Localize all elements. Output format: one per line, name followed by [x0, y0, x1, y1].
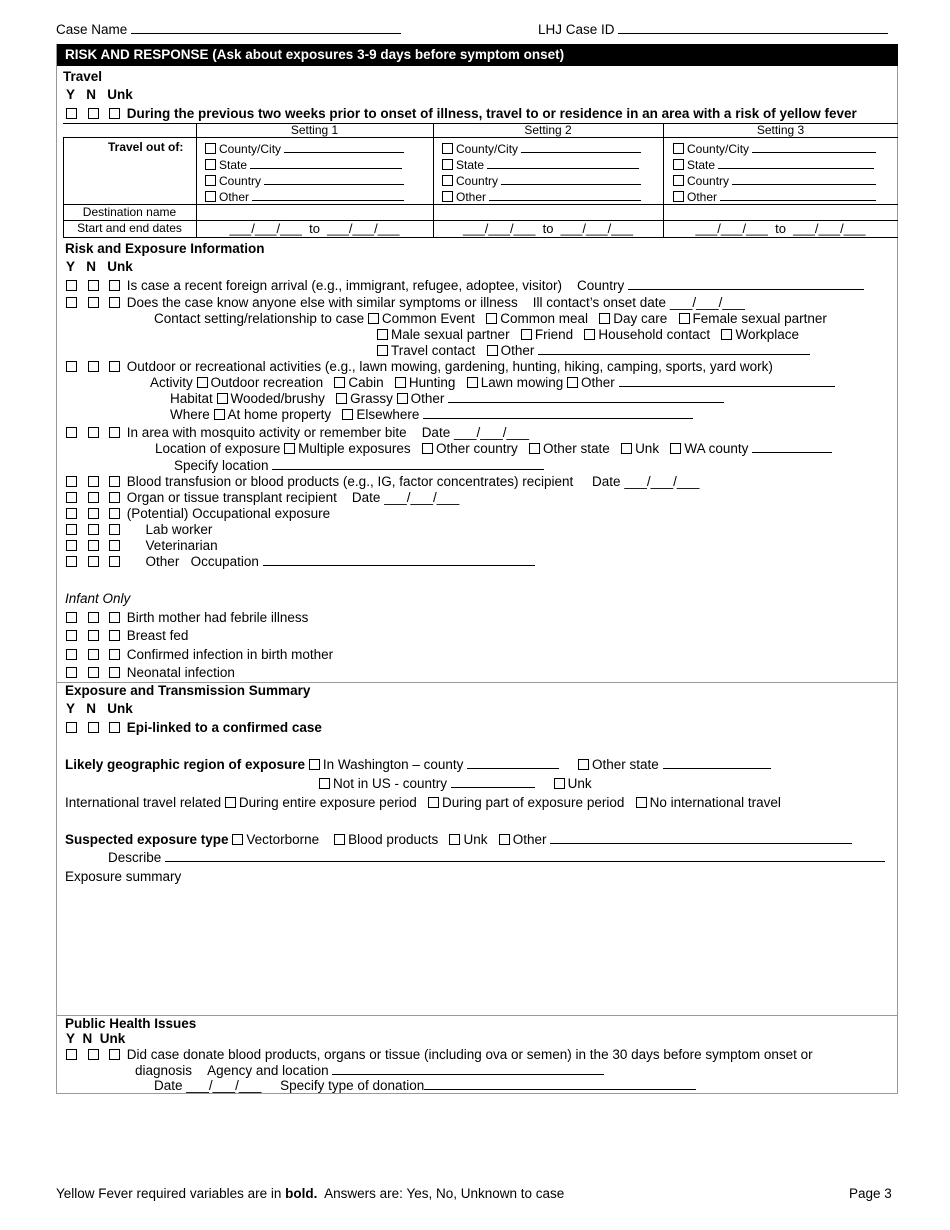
outdoor-n-checkbox[interactable]: [88, 361, 99, 372]
travel-out-label: Travel out of:: [108, 140, 184, 154]
habitat-other-input[interactable]: [448, 391, 724, 403]
location-wa-county-input[interactable]: [752, 441, 832, 453]
lhj-case-id-label: LHJ Case ID: [538, 22, 615, 37]
contact-male-partner-checkbox[interactable]: [377, 329, 388, 340]
setting-1-dates[interactable]: ___/___/___ to ___/___/___: [229, 221, 400, 236]
location-other-state-checkbox[interactable]: [529, 443, 540, 454]
s2-county-checkbox[interactable]: [442, 143, 453, 154]
setting-1-header: Setting 1: [290, 123, 339, 137]
s3-other-checkbox[interactable]: [673, 191, 684, 202]
know-unk-checkbox[interactable]: [109, 297, 120, 308]
s2-state-input[interactable]: [487, 157, 639, 169]
describe-row: Describe: [108, 850, 885, 866]
foreign-arrival-row: Is case a recent foreign arrival (e.g., immigrant, refugee, adoptee, visitor) Country: [66, 278, 864, 294]
epi-n-checkbox[interactable]: [88, 722, 99, 733]
foreign-country-input[interactable]: [628, 278, 864, 290]
know-n-checkbox[interactable]: [88, 297, 99, 308]
type-other-input[interactable]: [550, 832, 852, 844]
travel-y-checkbox[interactable]: [66, 108, 77, 119]
lab-unk-checkbox[interactable]: [109, 524, 120, 535]
ynu-header-summary: Y N Unk: [66, 701, 133, 716]
table-line: [63, 137, 898, 138]
occupation-input[interactable]: [263, 554, 535, 566]
s1-state-input[interactable]: [250, 157, 402, 169]
contact-workplace-checkbox[interactable]: [721, 329, 732, 340]
intl-travel-row: International travel related During entire exposure period During part of exposure period No international travel: [65, 795, 781, 810]
infant-row: Breast fed: [66, 628, 188, 644]
foreign-unk-checkbox[interactable]: [109, 280, 120, 291]
case-name-row: [56, 22, 401, 38]
inf4-unk-checkbox[interactable]: [109, 667, 120, 678]
habitat-grassy-checkbox[interactable]: [336, 393, 347, 404]
outdoor-unk-checkbox[interactable]: [109, 361, 120, 372]
geo-region-row: Likely geographic region of exposure In Washington – county Other state: [65, 757, 771, 773]
contact-day-care-checkbox[interactable]: [599, 313, 610, 324]
habitat-wooded-checkbox[interactable]: [217, 393, 228, 404]
case-name-input[interactable]: [131, 22, 401, 34]
inf2-unk-checkbox[interactable]: [109, 630, 120, 641]
know-anyone-row: Does the case know anyone else with similar symptoms or illness Ill contact’s onset date ___/___/___: [66, 295, 745, 311]
inf3-n-checkbox[interactable]: [88, 649, 99, 660]
inf4-y-checkbox[interactable]: [66, 667, 77, 678]
other-occupation-row: Other Occupation: [66, 554, 535, 570]
geo-not-us-checkbox[interactable]: [319, 778, 330, 789]
where-elsewhere-input[interactable]: [423, 407, 693, 419]
infant-row: Confirmed infection in birth mother: [66, 647, 333, 663]
summary-heading: Exposure and Transmission Summary: [65, 683, 311, 698]
mosquito-row: In area with mosquito activity or remember bite Date ___/___/___: [66, 425, 529, 441]
setting-3-dates[interactable]: ___/___/___ to ___/___/___: [695, 221, 866, 236]
type-other-checkbox[interactable]: [499, 834, 510, 845]
contact-household-checkbox[interactable]: [584, 329, 595, 340]
s3-country-checkbox[interactable]: [673, 175, 684, 186]
inf1-y-checkbox[interactable]: [66, 612, 77, 623]
s2-country-checkbox[interactable]: [442, 175, 453, 186]
s3-country-input[interactable]: [732, 173, 876, 185]
intl-none-checkbox[interactable]: [636, 797, 647, 808]
occother-y-checkbox[interactable]: [66, 556, 77, 567]
organ-date[interactable]: ___/___/___: [384, 490, 460, 505]
s1-country-input[interactable]: [264, 173, 404, 185]
contact-other-input[interactable]: [538, 343, 810, 355]
exposure-summary-textarea[interactable]: [60, 887, 894, 1013]
blood-date[interactable]: ___/___/___: [624, 474, 700, 489]
travel-question: During the previous two weeks prior to onset of illness, travel to or residence in an area with a risk of yellow fever: [126, 106, 857, 121]
vet-y-checkbox[interactable]: [66, 540, 77, 551]
specify-location-input[interactable]: [272, 458, 544, 470]
contact-other-checkbox[interactable]: [487, 345, 498, 356]
s1-other-checkbox[interactable]: [205, 191, 216, 202]
s1-other-input[interactable]: [252, 189, 404, 201]
occ-unk-checkbox[interactable]: [109, 508, 120, 519]
lab-n-checkbox[interactable]: [88, 524, 99, 535]
section-banner: RISK AND RESPONSE (Ask about exposures 3-9 days before symptom onset): [57, 44, 898, 66]
epi-linked-row: Epi-linked to a confirmed case: [66, 720, 322, 736]
lhj-case-id-row: [538, 22, 888, 38]
donate-row-2: diagnosis Agency and location: [135, 1063, 604, 1079]
s2-county-input[interactable]: [521, 141, 641, 153]
ynu-header-risk: Y N Unk: [66, 259, 133, 274]
location-wa-county-checkbox[interactable]: [670, 443, 681, 454]
setting-1-options: County/City State Country Other: [205, 141, 404, 205]
setting-2-dates[interactable]: ___/___/___ to ___/___/___: [463, 221, 633, 236]
setting-2-header: Setting 2: [524, 123, 572, 137]
s3-other-input[interactable]: [720, 189, 876, 201]
donate-date[interactable]: ___/___/___: [186, 1078, 262, 1093]
activity-lawn-checkbox[interactable]: [467, 377, 478, 388]
organ-row: Organ or tissue transplant recipient Date ___/___/___: [66, 490, 459, 506]
inf1-n-checkbox[interactable]: [88, 612, 99, 623]
donate-y-checkbox[interactable]: [66, 1049, 77, 1060]
intl-entire-checkbox[interactable]: [225, 797, 236, 808]
inf3-unk-checkbox[interactable]: [109, 649, 120, 660]
inf4-n-checkbox[interactable]: [88, 667, 99, 678]
donate-row: Did case donate blood products, organs or tissue (including ova or semen) in the 30 days before symptom onset or: [66, 1047, 813, 1063]
epi-unk-checkbox[interactable]: [109, 722, 120, 733]
activity-other-input[interactable]: [619, 375, 835, 387]
exposure-summary-label: Exposure summary: [65, 869, 182, 884]
outdoor-row: Outdoor or recreational activities (e.g., lawn mowing, gardening, hunting, hiking, camping, sports, yard work): [66, 359, 773, 375]
s3-state-checkbox[interactable]: [673, 159, 684, 170]
occother-unk-checkbox[interactable]: [109, 556, 120, 567]
travel-unk-checkbox[interactable]: [109, 108, 120, 119]
occ-y-checkbox[interactable]: [66, 508, 77, 519]
location-multiple-checkbox[interactable]: [284, 443, 295, 454]
ynu-header-travel: Y N Unk: [66, 87, 133, 102]
donate-row-3: Date ___/___/___ Specify type of donation: [154, 1078, 696, 1094]
infant-heading: Infant Only: [65, 591, 131, 606]
mosquito-date[interactable]: ___/___/___: [453, 425, 530, 440]
donate-n-checkbox[interactable]: [88, 1049, 99, 1060]
blood-y-checkbox[interactable]: [66, 476, 77, 487]
case-name-label: Case Name: [56, 22, 128, 37]
contact-common-event-checkbox[interactable]: [368, 313, 379, 324]
donation-type-input[interactable]: [424, 1078, 696, 1090]
travel-question-row: [66, 106, 857, 122]
lab-y-checkbox[interactable]: [66, 524, 77, 535]
donate-unk-checkbox[interactable]: [109, 1049, 120, 1060]
blood-n-checkbox[interactable]: [88, 476, 99, 487]
where-home-checkbox[interactable]: [214, 409, 225, 420]
know-y-checkbox[interactable]: [66, 297, 77, 308]
activity-other-checkbox[interactable]: [567, 377, 578, 388]
inf2-n-checkbox[interactable]: [88, 630, 99, 641]
s3-state-input[interactable]: [718, 157, 874, 169]
geo-other-state-checkbox[interactable]: [578, 759, 589, 770]
geo-region-row-2: Not in US - country Unk: [319, 776, 592, 792]
blood-unk-checkbox[interactable]: [109, 476, 120, 487]
s2-other-checkbox[interactable]: [442, 191, 453, 202]
type-blood-checkbox[interactable]: [334, 834, 345, 845]
epi-y-checkbox[interactable]: [66, 722, 77, 733]
s1-state-checkbox[interactable]: [205, 159, 216, 170]
setting-3-header: Setting 3: [756, 123, 805, 137]
activity-row: Activity Outdoor recreation Cabin Hunting Lawn mowing Other: [150, 375, 835, 391]
mosquito-unk-checkbox[interactable]: [109, 427, 120, 438]
intl-part-checkbox[interactable]: [428, 797, 439, 808]
dates-label: Start and end dates: [77, 221, 182, 235]
geo-wa-checkbox[interactable]: [309, 759, 320, 770]
public-health-heading: Public Health Issues: [65, 1016, 197, 1031]
inf1-unk-checkbox[interactable]: [109, 612, 120, 623]
mosquito-y-checkbox[interactable]: [66, 427, 77, 438]
contact-setting-row: Contact setting/relationship to case Common Event Common meal Day care Female sexual partner: [154, 311, 827, 326]
infant-row: Neonatal infection: [66, 665, 235, 681]
habitat-other-checkbox[interactable]: [397, 393, 408, 404]
activity-outdoor-checkbox[interactable]: [197, 377, 208, 388]
ill-onset-date[interactable]: ___/___/___: [669, 295, 745, 310]
vet-n-checkbox[interactable]: [88, 540, 99, 551]
type-unk-checkbox[interactable]: [449, 834, 460, 845]
organ-unk-checkbox[interactable]: [109, 492, 120, 503]
foreign-n-checkbox[interactable]: [88, 280, 99, 291]
inf2-y-checkbox[interactable]: [66, 630, 77, 641]
occupational-row: (Potential) Occupational exposure: [66, 506, 330, 522]
type-vector-checkbox[interactable]: [232, 834, 243, 845]
s3-county-input[interactable]: [752, 141, 876, 153]
destination-label: Destination name: [82, 205, 177, 219]
contact-travel-checkbox[interactable]: [377, 345, 388, 356]
activity-hunting-checkbox[interactable]: [395, 377, 406, 388]
vet-unk-checkbox[interactable]: [109, 540, 120, 551]
table-line: [433, 123, 434, 237]
contact-friend-checkbox[interactable]: [521, 329, 532, 340]
s1-county-input[interactable]: [284, 141, 404, 153]
geo-country-input[interactable]: [451, 776, 535, 788]
contact-setting-row-2: Male sexual partner Friend Household contact Workplace: [377, 327, 799, 343]
geo-unk-checkbox[interactable]: [554, 778, 565, 789]
where-row: Where At home property Elsewhere: [170, 407, 693, 423]
risk-heading: Risk and Exposure Information: [65, 241, 265, 256]
geo-wa-county-input[interactable]: [467, 757, 559, 769]
s2-state-checkbox[interactable]: [442, 159, 453, 170]
travel-n-checkbox[interactable]: [88, 108, 99, 119]
contact-common-meal-checkbox[interactable]: [486, 313, 497, 324]
specify-location-row: Specify location: [174, 458, 544, 474]
location-row: Location of exposure Multiple exposures Other country Other state Unk WA county: [155, 441, 832, 457]
location-unk-checkbox[interactable]: [621, 443, 632, 454]
s1-country-checkbox[interactable]: [205, 175, 216, 186]
lab-worker-row: Lab worker: [66, 522, 212, 538]
setting-2-options: County/City State Country Other: [442, 141, 641, 205]
describe-input[interactable]: [165, 850, 885, 862]
blood-row: Blood transfusion or blood products (e.g., IG, factor concentrates) recipient Date ___/___/___: [66, 474, 699, 490]
ynu-header-ph: Y N Unk: [66, 1031, 126, 1046]
lhj-case-id-input[interactable]: [618, 22, 888, 34]
infant-row: Birth mother had febrile illness: [66, 610, 308, 626]
occ-n-checkbox[interactable]: [88, 508, 99, 519]
habitat-row: Habitat Wooded/brushy Grassy Other: [170, 391, 724, 407]
contact-female-partner-checkbox[interactable]: [679, 313, 690, 324]
s2-country-input[interactable]: [501, 173, 641, 185]
table-line: [663, 123, 664, 237]
page-number: Page 3: [849, 1186, 892, 1201]
organ-n-checkbox[interactable]: [88, 492, 99, 503]
agency-input[interactable]: [332, 1063, 604, 1075]
location-other-country-checkbox[interactable]: [422, 443, 433, 454]
foreign-y-checkbox[interactable]: [66, 280, 77, 291]
organ-y-checkbox[interactable]: [66, 492, 77, 503]
inf3-y-checkbox[interactable]: [66, 649, 77, 660]
where-elsewhere-checkbox[interactable]: [342, 409, 353, 420]
contact-setting-row-3: Travel contact Other: [377, 343, 810, 359]
setting-3-options: County/City State Country Other: [673, 141, 876, 205]
travel-heading: Travel: [63, 69, 103, 84]
s2-other-input[interactable]: [489, 189, 641, 201]
s1-county-checkbox[interactable]: [205, 143, 216, 154]
occother-n-checkbox[interactable]: [88, 556, 99, 567]
exposure-type-row: Suspected exposure type Vectorborne Blood products Unk Other: [65, 832, 852, 848]
veterinarian-row: Veterinarian: [66, 538, 218, 554]
table-line: [63, 237, 898, 238]
footer-note: Yellow Fever required variables are in bold. Answers are: Yes, No, Unknown to case: [56, 1186, 565, 1201]
mosquito-n-checkbox[interactable]: [88, 427, 99, 438]
outdoor-y-checkbox[interactable]: [66, 361, 77, 372]
s3-county-checkbox[interactable]: [673, 143, 684, 154]
geo-other-state-input[interactable]: [663, 757, 771, 769]
table-line: [196, 123, 197, 237]
activity-cabin-checkbox[interactable]: [334, 377, 345, 388]
